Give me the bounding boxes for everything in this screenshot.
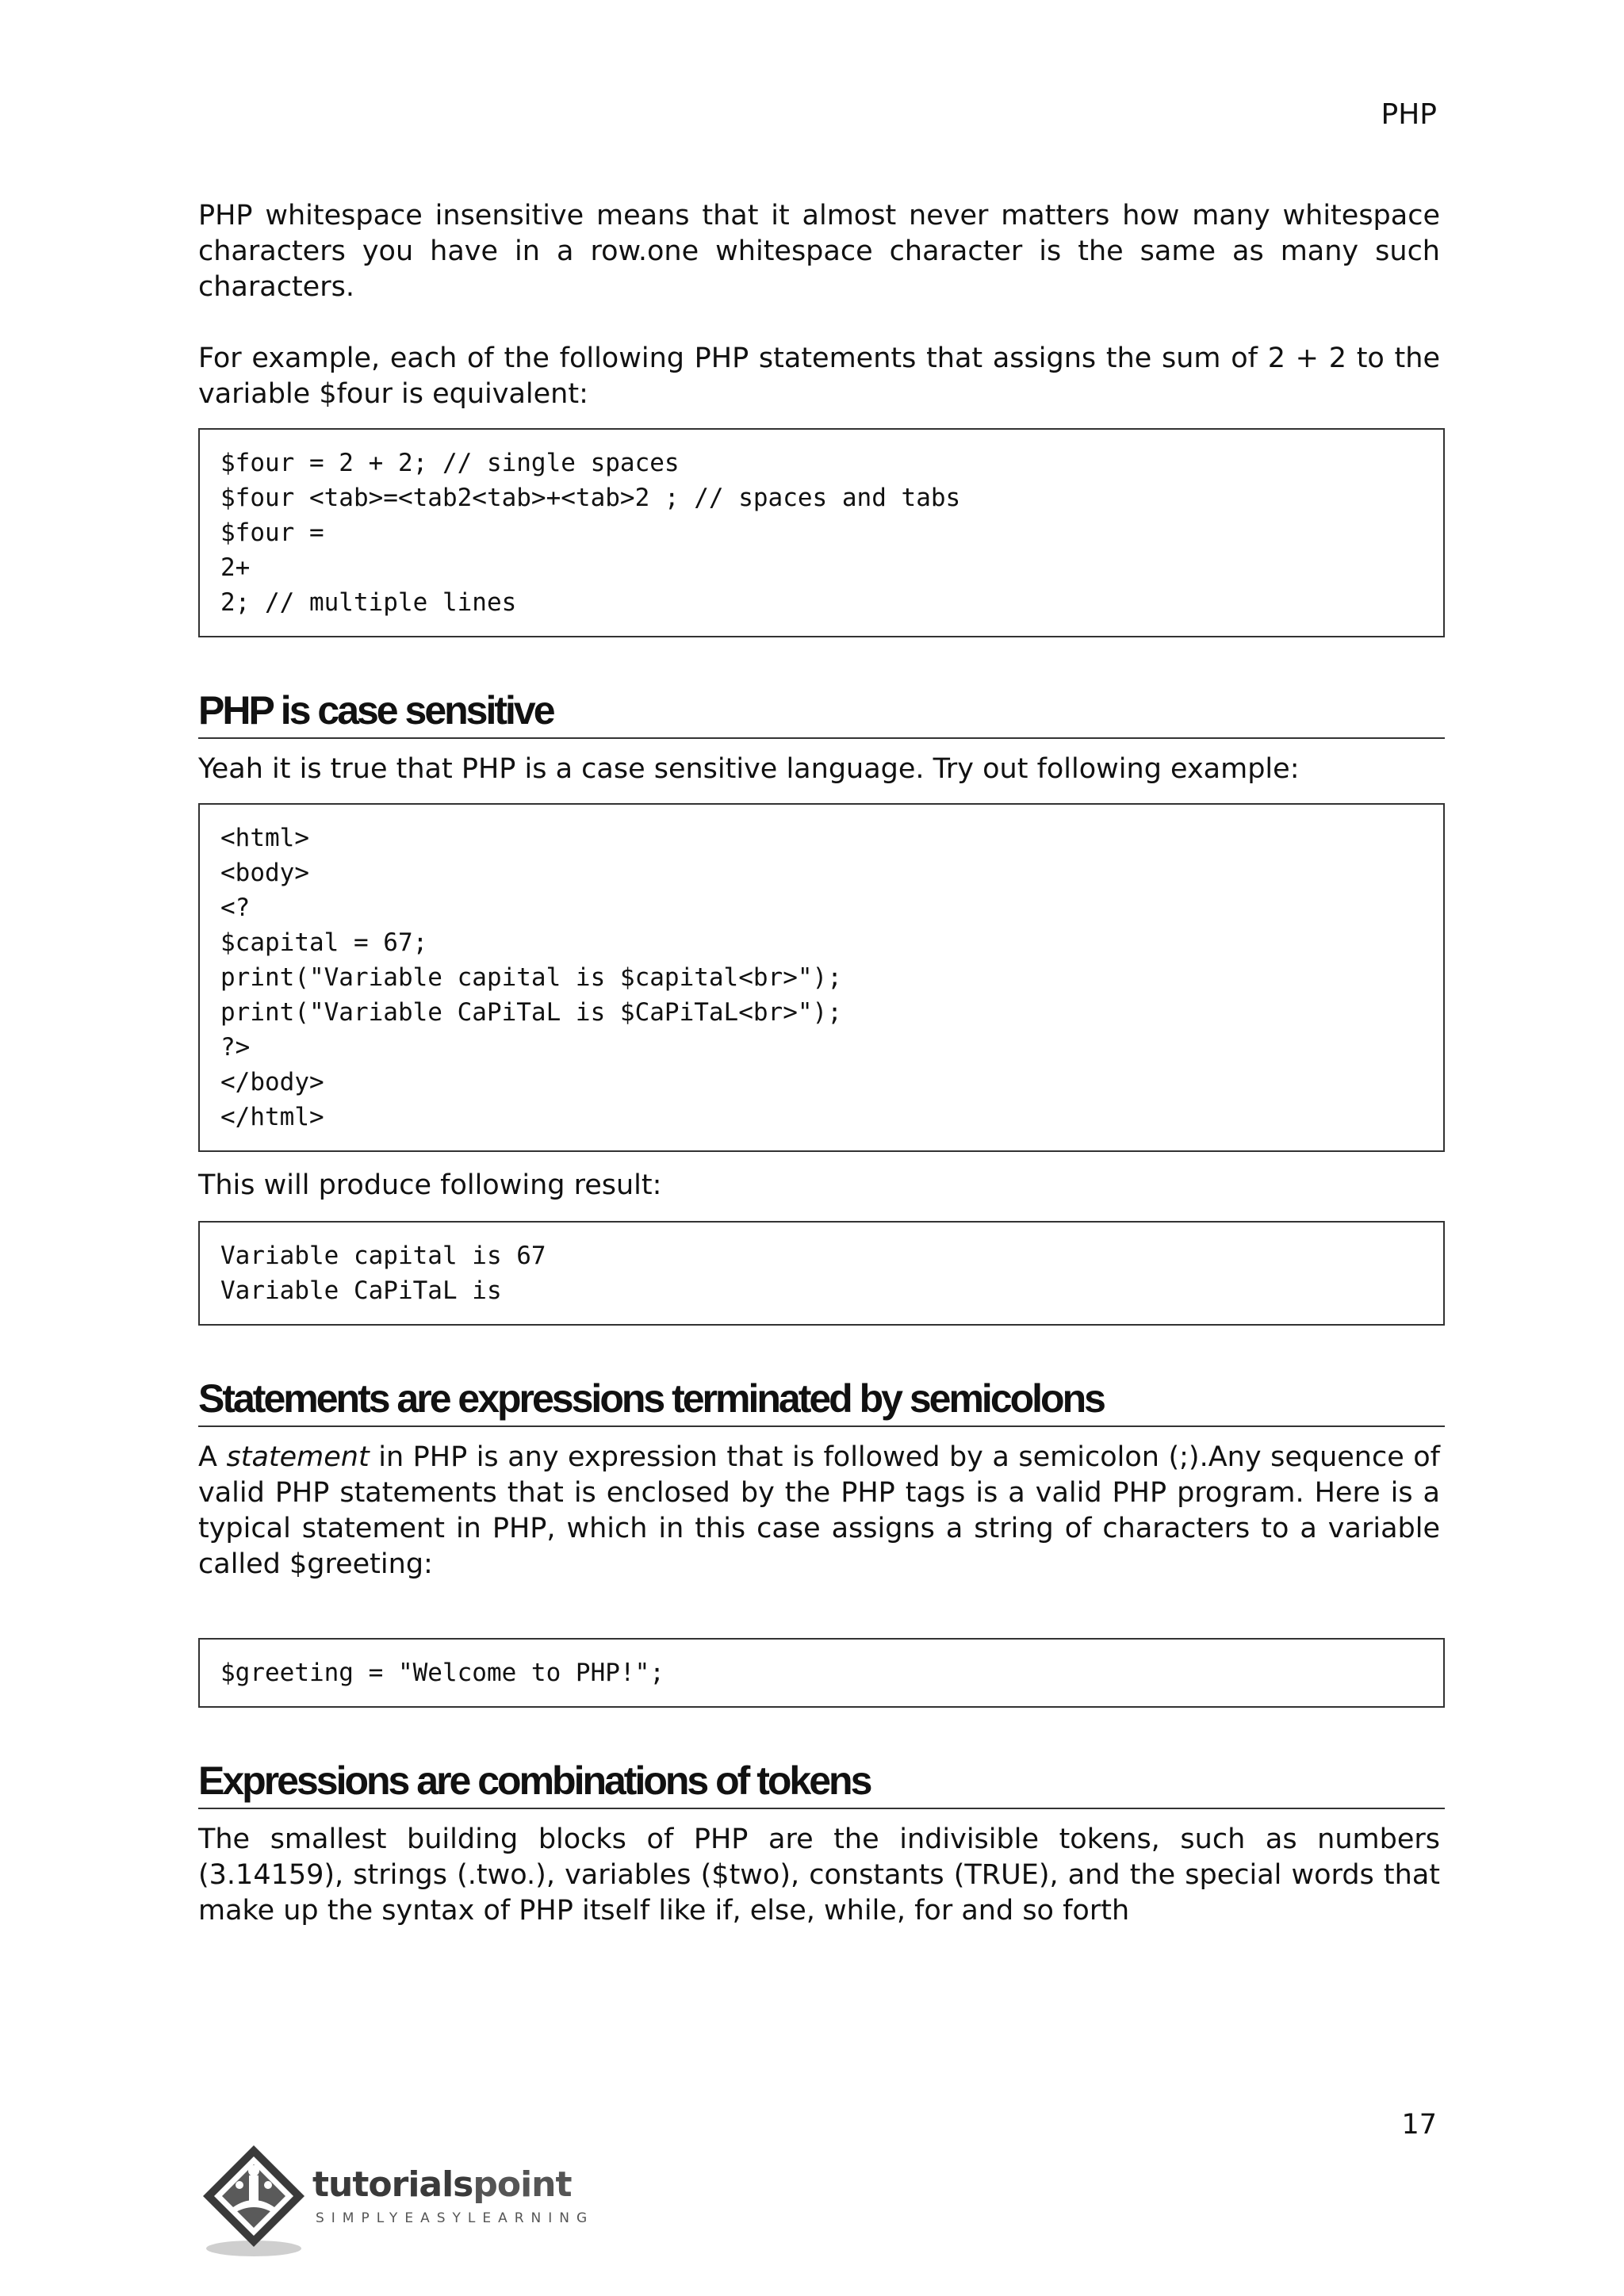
code-line: print("Variable capital is $capital<br>"); xyxy=(220,963,842,992)
code-line: $capital = 67; xyxy=(220,928,428,957)
code-block-case-result xyxy=(198,1221,1445,1326)
code-line: 2+ xyxy=(220,553,251,582)
paragraph-statements xyxy=(198,1440,1440,1582)
code-line: print("Variable CaPiTaL is $CaPiTaL<br>"); xyxy=(220,998,842,1027)
paragraph-whitespace: PHP whitespace insensitive means that it almost never matters how many whitespace characters you have in a row.one whitespace character is the same as many such characters. xyxy=(198,200,1440,303)
logo-word-tutorials: tutorials xyxy=(312,2164,473,2205)
logo-word-point: point xyxy=(473,2164,572,2205)
code-line: 2; // multiple lines xyxy=(220,588,517,617)
code-block-greeting xyxy=(198,1638,1445,1708)
paragraph-example-intro: For example, each of the following PHP statements that assigns the sum of 2 + 2 to the variable $four is equivalent: xyxy=(198,342,1440,410)
code-line: $greeting = "Welcome to PHP!"; xyxy=(220,1659,665,1687)
heading-expressions: Expressions are combinations of tokens xyxy=(198,1757,1445,1809)
logo-tagline: SIMPLYEASYLEARNING xyxy=(316,2210,595,2226)
logo-diamond-icon xyxy=(198,2141,309,2260)
code-line: <body> xyxy=(220,859,309,887)
code-line: ?> xyxy=(220,1033,251,1062)
code-line: Variable CaPiTaL is xyxy=(220,1276,502,1305)
code-line: $four = xyxy=(220,519,324,547)
code-line: <html> xyxy=(220,824,309,852)
running-header: PHP xyxy=(1381,98,1437,131)
page-number: 17 xyxy=(1401,2109,1437,2141)
code-block-whitespace xyxy=(198,428,1445,637)
paragraph-statements-prefix: A xyxy=(198,1441,227,1473)
paragraph-case-sensitive: Yeah it is true that PHP is a case sensitive language. Try out following example: xyxy=(198,753,1300,785)
emphasis-statement: statement xyxy=(226,1441,370,1473)
code-line: $four <tab>=<tab2<tab>+<tab>2 ; // spaces and tabs xyxy=(220,484,961,512)
paragraph-statements-rest: in PHP is any expression that is followed by a semicolon (;).Any sequence of valid PHP statements that is enclosed by the PHP tags is a valid PHP program. Here is a typical statement in PHP, which in this case assigns a string of characters to a variable called $greeting: xyxy=(198,1441,1440,1580)
logo-wordmark xyxy=(312,2164,572,2205)
page-content xyxy=(198,198,1440,1929)
code-block-case-example xyxy=(198,803,1445,1152)
code-line: </html> xyxy=(220,1103,324,1131)
code-line: $four = 2 + 2; // single spaces xyxy=(220,449,680,477)
code-line: Variable capital is 67 xyxy=(220,1242,546,1270)
code-line: <? xyxy=(220,894,251,922)
paragraph-tokens: The smallest building blocks of PHP are the indivisible tokens, such as numbers (3.14159), strings (.two.), variables ($two), constants (TRUE), and the special words that make up the syntax of PHP itself like if, else, while, for and so forth xyxy=(198,1823,1440,1927)
heading-statements: Statements are expressions terminated by semicolons xyxy=(198,1375,1445,1427)
code-line: </body> xyxy=(220,1068,324,1096)
paragraph-result-intro: This will produce following result: xyxy=(198,1169,662,1201)
tutorialspoint-logo xyxy=(198,2141,611,2260)
heading-case-sensitive: PHP is case sensitive xyxy=(198,687,1445,739)
